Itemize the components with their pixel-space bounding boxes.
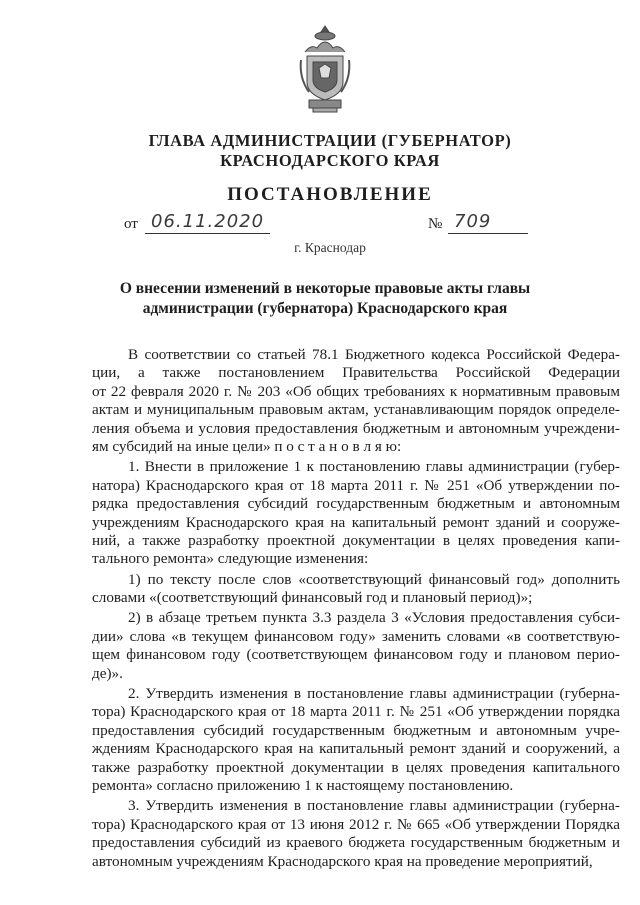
paragraph <box>92 571 620 608</box>
paragraph <box>92 609 620 683</box>
authority-title-line2: КРАСНОДАРСКОГО КРАЯ <box>220 151 440 170</box>
city-label: г. Краснодар <box>294 240 366 255</box>
number-field <box>448 211 528 234</box>
paragraph-line: автономным учреждениям Краснодарского края на проведение мероприятий, <box>92 852 593 870</box>
date-field <box>145 211 270 234</box>
coat-of-arms-emblem <box>297 22 353 118</box>
paragraph <box>92 685 620 795</box>
paragraph-line: рядка предоставления субсидий государственным бюджетным и автономным <box>92 495 620 513</box>
paragraph-line: де)». <box>92 664 123 682</box>
subject-line: администрации (губернатора) Краснодарского края <box>142 300 508 317</box>
paragraph <box>92 797 620 871</box>
paragraph-line: ления объема и условия предоставления бюджетным и автономным учреждени- <box>92 419 620 437</box>
paragraph-line: 3. Утвердить изменения в постановление главы администрации (губерна- <box>128 797 620 815</box>
paragraph-line: тора) Краснодарского края от 13 июня 2012 г. № 665 «Об утверждении Порядка <box>92 815 620 833</box>
paragraph-line: 1) по тексту после слов «соответствующий финансовый год» дополнить <box>128 570 620 588</box>
paragraph-line: также разработку проектной документации в целях проведения капитального <box>92 758 620 776</box>
handwritten-date: 06.11.2020 <box>151 211 265 232</box>
paragraph-line: 2) в абзаце третьем пункта 3.3 раздела 3 «Условия предоставления субси- <box>128 609 620 627</box>
subject-line: О внесении изменений в некоторые правовые акты главы <box>119 280 531 297</box>
paragraph-line: от 22 февраля 2020 г. № 203 «Об общих требованиях к нормативным правовым <box>92 382 620 400</box>
paragraph-line: ждениям Краснодарского края на капитальный ремонт зданий и сооружений, а <box>92 740 620 758</box>
paragraph-line: ремонта» согласно приложению 1 к настоящему постановлению. <box>92 776 514 794</box>
paragraph-line: предоставления субсидий государственным бюджетным и автономным учре- <box>92 721 620 739</box>
paragraph-line: дии» слова «в текущем финансовом году» заменить словами «в соответствую- <box>92 627 620 645</box>
paragraph-line: тального ремонта» следующие изменения: <box>92 550 369 568</box>
document-type-heading: ПОСТАНОВЛЕНИЕ <box>227 184 433 205</box>
paragraph-line: В соответствии со статьей 78.1 Бюджетного кодекса Российской Федера- <box>128 346 620 363</box>
date-prefix: от <box>124 216 138 232</box>
document-body <box>92 346 620 871</box>
paragraph-line: учреждениям Краснодарского края на капитальный ремонт зданий и сооруже- <box>92 513 620 531</box>
paragraph <box>92 346 620 456</box>
paragraph-line: словами «(соответствующий финансовый год и плановый период)»; <box>92 589 533 607</box>
paragraph-line: предоставления субсидий из краевого бюджета государственным бюджетным и <box>92 834 620 852</box>
paragraph-line: ции, а также постановлением Правительства Российской Федерации <box>92 364 620 382</box>
number-prefix: № <box>428 216 443 232</box>
handwritten-number: 709 <box>454 211 492 232</box>
paragraph-line: ний, а также разработку проектной документации в целях проведения капи- <box>92 531 620 549</box>
paragraph-line: 2. Утвердить изменения в постановление главы администрации (губерна- <box>128 685 620 703</box>
paragraph-line: ям субсидий на иные цели» п о с т а н о в л я ю: <box>92 437 402 455</box>
paragraph-line: натора) Краснодарского края от 18 марта 2011 г. № 251 «Об утверждении по- <box>92 476 620 494</box>
paragraph <box>92 458 620 568</box>
paragraph-line: щем финансовом году (соответствующем финансовом году и плановом перио- <box>92 646 620 664</box>
paragraph-line: тора) Краснодарского края от 18 марта 2011 г. № 251 «Об утверждении порядка <box>92 703 620 721</box>
paragraph-line: актам и муниципальным правовым актам, устанавливающим порядок определе- <box>92 401 620 419</box>
paragraph-line: 1. Внести в приложение 1 к постановлению главы администрации (губер- <box>128 458 620 476</box>
authority-title-line1: ГЛАВА АДМИНИСТРАЦИИ (ГУБЕРНАТОР) <box>148 131 512 150</box>
document-subject <box>100 279 550 319</box>
